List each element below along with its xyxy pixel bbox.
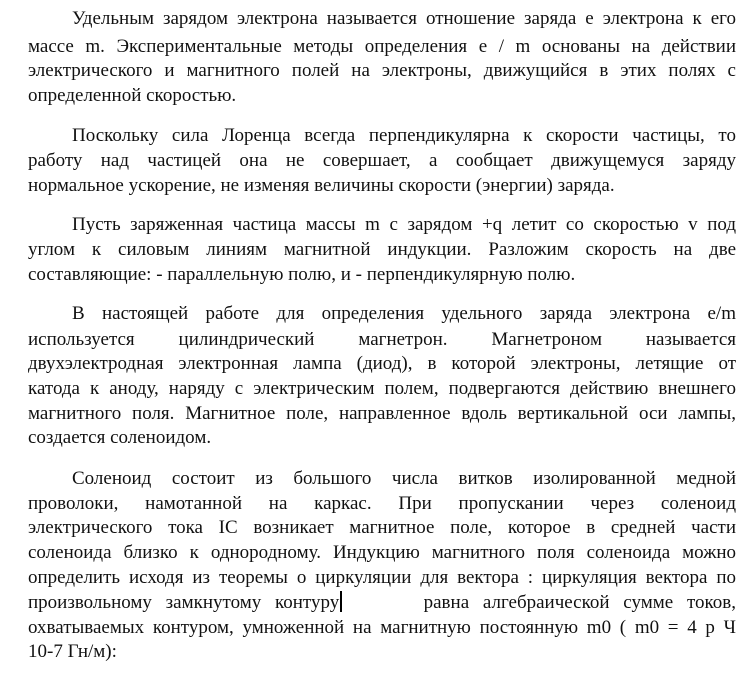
text-line: углом к силовым линиям магнитной индукции. Разложим скорость на две — [28, 239, 736, 260]
text-line: проволоки, намотанной на каркас. При пропускании через соленоид — [28, 493, 736, 514]
text-line: составляющие: - параллельную полю, и - перпендикулярную полю. — [28, 264, 576, 285]
text-line: создается соленоидом. — [28, 427, 212, 448]
text-line: Поскольку сила Лоренца всегда перпендикулярна к скорости частицы, то — [72, 125, 736, 146]
text-line: нормальное ускорение, не изменяя величины скорости (энергии) заряда. — [28, 175, 615, 196]
text-line: используется цилиндрический магнетрон. Магнетроном называется — [28, 329, 736, 350]
text-line: электрического и магнитного полей на электроны, движущийся в этих полях с — [28, 60, 736, 81]
text-line: 10-7 Гн/м): — [28, 641, 117, 662]
text-line: электрического тока IC возникает магнитное поле, которое в средней части — [28, 517, 736, 538]
text-line: двухэлектродная электронная лампа (диод), в которой электроны, летящие от — [28, 353, 736, 374]
text-line: магнитного поля. Магнитное поле, направленное вдоль вертикальной оси лампы, — [28, 403, 736, 424]
text-line: массе m. Экспериментальные методы определения е / m основаны на действии — [28, 36, 736, 57]
text-line: соленоида близко к однородному. Индукцию магнитного поля соленоида можно — [28, 542, 736, 563]
text-line: катода к аноду, наряду с электрическим полем, подвергаются действию внешнего — [28, 378, 736, 399]
text-line: работу над частицей она не совершает, а сообщает движущемуся заряду — [28, 150, 736, 171]
text-line: Удельным зарядом электрона называется отношение заряда е электрона к его — [72, 8, 736, 29]
text-segment: равна алгебраической сумме токов, — [423, 592, 736, 613]
text-line: определенной скоростью. — [28, 85, 237, 106]
text-line: определить исходя из теоремы о циркуляции для вектора : циркуляция вектора по — [28, 567, 736, 588]
text-segment: произвольному замкнутому контуру — [28, 592, 340, 613]
text-line: Соленоид состоит из большого числа витков изолированной медной — [72, 468, 736, 489]
text-line: Пусть заряженная частица массы m с зарядом +q летит со скоростью v под — [72, 214, 736, 235]
text-line: охватываемых контуром, умноженной на магнитную постоянную m0 ( m0 = 4 p Ч — [28, 617, 736, 638]
text-cursor — [340, 591, 342, 612]
text-line-with-cursor — [28, 591, 736, 615]
text-line: В настоящей работе для определения удельного заряда электрона e/m — [72, 303, 736, 324]
